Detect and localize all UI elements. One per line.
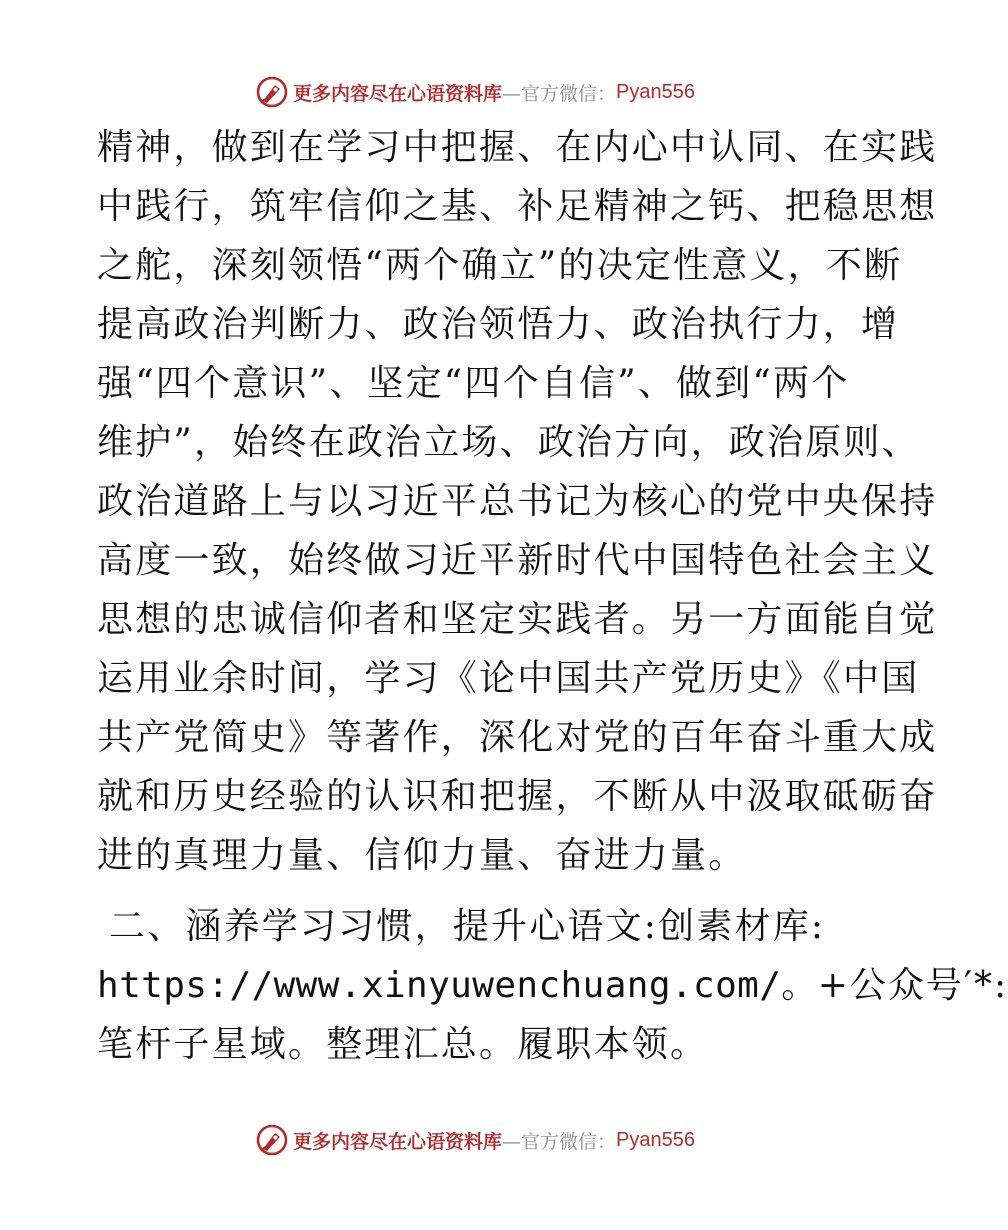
text-line: 运用业余时间，学习《论中国共产党历史》《中国 bbox=[97, 658, 920, 699]
pen-nib-logo-icon bbox=[255, 1123, 289, 1157]
text-line: 进的真理力量、信仰力量、奋进力量。 bbox=[97, 835, 747, 876]
watermark-text-red: 更多内容尽在心语资料库 bbox=[293, 1130, 503, 1153]
section-heading: 二、涵养学习习惯，提升心语文:创素材库: bbox=[109, 906, 826, 947]
text-line: 就和历史经验的认识和把握，不断从中汲取砥砺奋 bbox=[97, 776, 938, 817]
closing-line: 笔杆子星域。整理汇总。履职本领。 bbox=[97, 1024, 709, 1065]
text-line: 之舵，深刻领悟“两个确立”的决定性意义，不断 bbox=[97, 245, 903, 286]
text-line: 政治道路上与以习近平总书记为核心的党中央保持 bbox=[97, 481, 938, 522]
watermark-text-gray: —官方微信： bbox=[502, 1130, 617, 1153]
resource-url[interactable]: https://www.xinyuwenchuang.com/。 bbox=[97, 965, 818, 1006]
text-line: 中践行，筑牢信仰之基、补足精神之钙、把稳思想 bbox=[97, 186, 938, 227]
watermark-wechat-id: Pyan556 bbox=[616, 1128, 695, 1151]
header-watermark bbox=[0, 72, 950, 112]
footer-watermark bbox=[0, 1120, 950, 1160]
pen-nib-logo-icon bbox=[255, 75, 289, 109]
watermark-wechat-id: Pyan556 bbox=[616, 80, 695, 103]
watermark-text-gray: —官方微信： bbox=[502, 82, 617, 105]
url-line bbox=[97, 956, 1008, 1015]
text-line: 强“四个意识”、坚定“四个自信”、做到“两个 bbox=[97, 363, 850, 404]
paragraph-1 bbox=[97, 118, 938, 885]
watermark-text-red: 更多内容尽在心语资料库 bbox=[293, 82, 503, 105]
text-line: 维护”，始终在政治立场、政治方向，政治原则、 bbox=[97, 422, 920, 463]
text-line: 思想的忠诚信仰者和坚定实践者。另一方面能自觉 bbox=[97, 599, 938, 640]
text-line: 高度一致，始终做习近平新时代中国特色社会主义 bbox=[97, 540, 938, 581]
text-line: 精神，做到在学习中把握、在内心中认同、在实践 bbox=[97, 127, 938, 168]
text-line: 提高政治判断力、政治领悟力、政治执行力，增 bbox=[97, 304, 900, 345]
document-body bbox=[97, 118, 1008, 1074]
official-account-label: +公众号′*: bbox=[817, 965, 1008, 1006]
text-line: 共产党简史》等著作，深化对党的百年奋斗重大成 bbox=[97, 717, 938, 758]
